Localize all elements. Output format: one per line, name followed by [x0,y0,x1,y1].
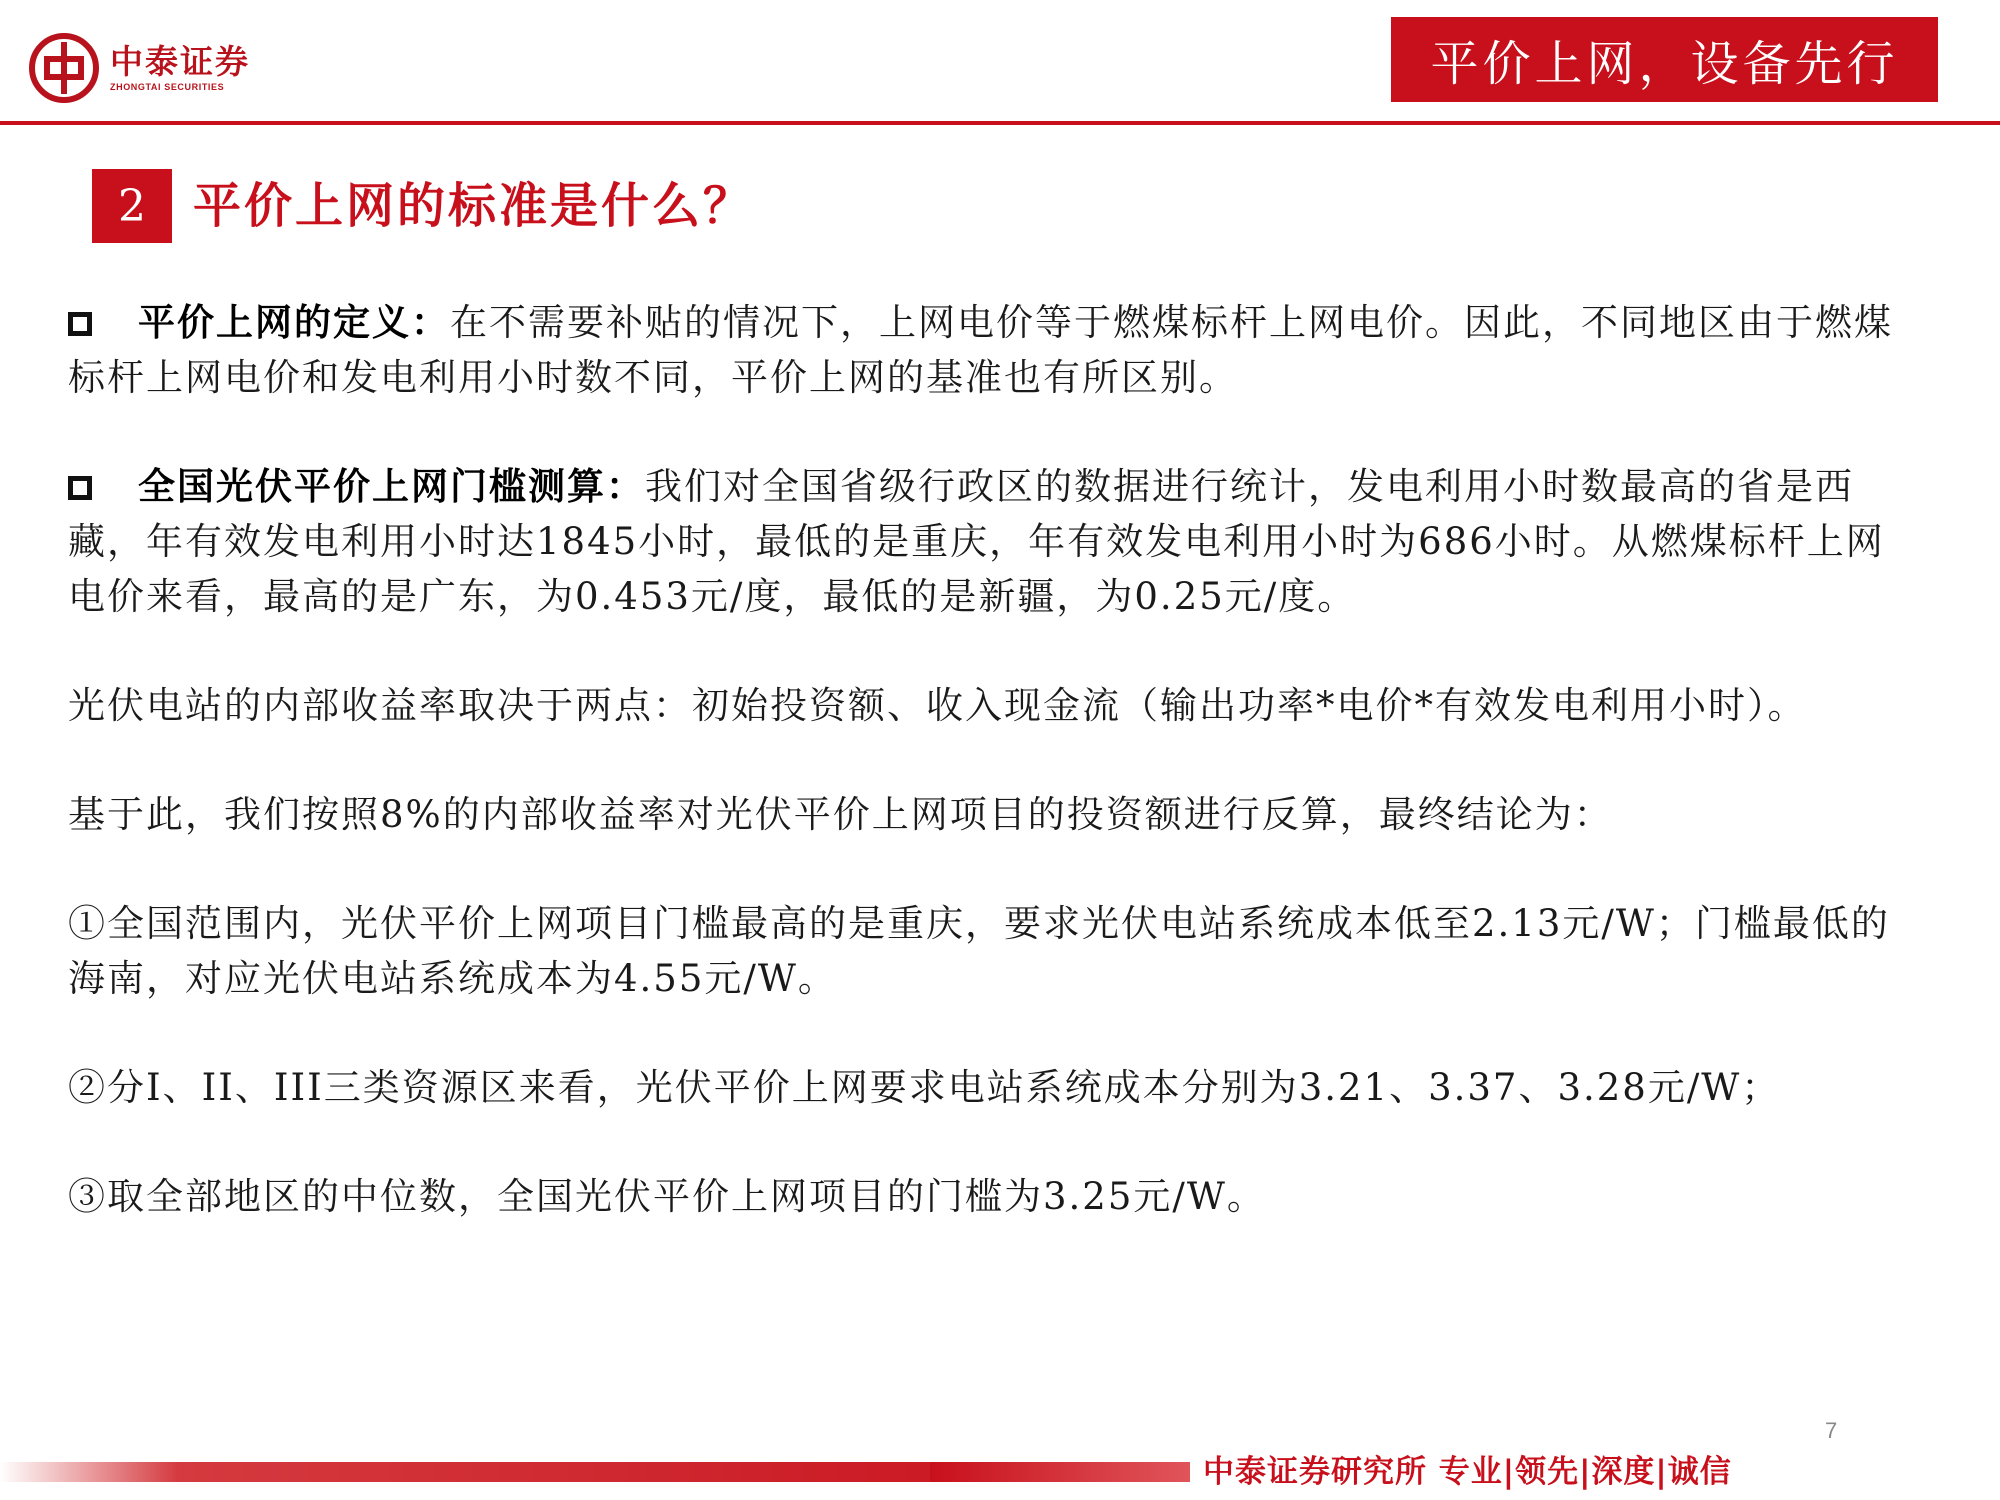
irr-paragraph: 光伏电站的内部收益率取决于两点：初始投资额、收入现金流（输出功率*电价*有效发电利用小时）。 [68,684,1807,727]
square-bullet-icon [68,476,92,500]
section-number-badge: 2 [92,169,172,243]
conclusion-2: ②分I、II、III三类资源区来看，光伏平价上网要求电站系统成本分别为3.21、3.37、3.28元/W； [68,1066,1781,1109]
definition-lead: 平价上网的定义： [138,300,450,344]
threshold-lead: 全国光伏平价上网门槛测算： [138,464,645,508]
header-divider [0,121,2000,125]
logo-chinese-name: 中泰证券 [110,42,250,81]
square-bullet-icon [68,312,92,336]
slide-content [68,295,1898,1278]
page-number: 7 [1825,1418,1838,1443]
logo-text [110,43,250,93]
conclusion-3: ③取全部地区的中位数，全国光伏平价上网项目的门槛为3.25元/W。 [68,1175,1266,1218]
section-title: 平价上网的标准是什么？ [193,178,755,234]
threshold-text: 我们对全国省级行政区的数据进行统计，发电利用小时数最高的省是西藏，年有效发电利用小时达1845小时，最低的是重庆，年有效发电利用小时为686小时。从燃煤标杆上网电价来看，最高的是广东，为0.453元/度，最低的是新疆，为0.25元/度。 [68,465,1885,618]
footer-tagline: 中泰证券研究所 专业|领先|深度|诚信 [1203,1454,1732,1490]
logo-english-name: ZHONGTAI SECURITIES [110,82,225,92]
footer-band [0,1462,1190,1482]
method-paragraph: 基于此，我们按照8%的内部收益率对光伏平价上网项目的投资额进行反算，最终结论为： [68,793,1613,836]
definition-paragraph [68,295,1898,405]
conclusion-1: ①全国范围内，光伏平价上网项目门槛最高的是重庆，要求光伏电站系统成本低至2.13元/W；门槛最低的海南，对应光伏电站系统成本为4.55元/W。 [68,902,1890,1000]
report-title-banner: 平价上网，设备先行 [1391,17,1938,102]
zhongtai-logo-icon [28,32,100,104]
threshold-paragraph [68,459,1898,624]
company-logo [28,32,250,104]
definition-text: 在不需要补贴的情况下，上网电价等于燃煤标杆上网电价。因此，不同地区由于燃煤标杆上网电价和发电利用小时数不同，平价上网的基准也有所区别。 [68,301,1893,399]
